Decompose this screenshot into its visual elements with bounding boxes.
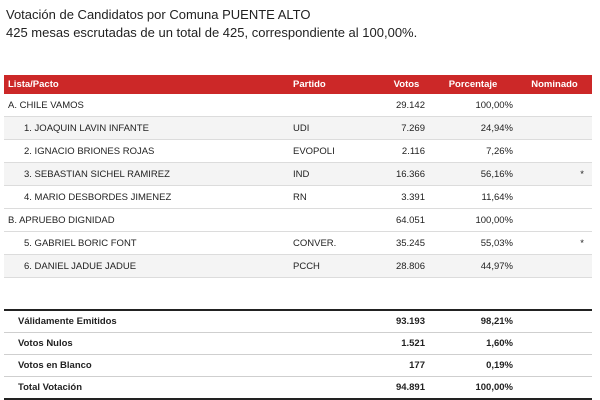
empty-cell <box>517 310 592 333</box>
totals-row <box>4 310 592 333</box>
percentage-cell: 55,03% <box>429 232 517 255</box>
percentage-cell: 100,00% <box>429 94 517 117</box>
percentage-cell: 44,97% <box>429 255 517 278</box>
nominated-cell <box>517 186 592 209</box>
votes-cell: 7.269 <box>384 117 429 140</box>
votes-cell: 16.366 <box>384 163 429 186</box>
totals-table-body <box>4 310 592 399</box>
totals-votes: 177 <box>384 355 429 377</box>
percentage-cell: 100,00% <box>429 209 517 232</box>
candidate-name: 2. IGNACIO BRIONES ROJAS <box>4 140 289 163</box>
candidate-row <box>4 232 592 255</box>
totals-row <box>4 377 592 400</box>
votes-cell: 2.116 <box>384 140 429 163</box>
percentage-cell: 11,64% <box>429 186 517 209</box>
empty-cell <box>289 377 384 400</box>
nominated-cell <box>517 140 592 163</box>
candidate-name: 6. DANIEL JADUE JADUE <box>4 255 289 278</box>
percentage-cell: 24,94% <box>429 117 517 140</box>
results-table <box>4 75 592 278</box>
totals-label: Válidamente Emitidos <box>4 310 289 333</box>
page-header <box>6 6 417 42</box>
pact-row <box>4 209 592 232</box>
party-cell: PCCH <box>289 255 384 278</box>
empty-cell <box>517 377 592 400</box>
empty-cell <box>517 355 592 377</box>
totals-votes: 93.193 <box>384 310 429 333</box>
empty-cell <box>289 310 384 333</box>
column-header-nominado: Nominado <box>531 79 578 90</box>
column-header-votos: Votos <box>393 79 420 90</box>
column-header-lista: Lista/Pacto <box>8 79 59 90</box>
results-table-body <box>4 94 592 278</box>
nominated-cell <box>517 117 592 140</box>
candidate-row <box>4 163 592 186</box>
pact-row <box>4 94 592 117</box>
totals-label: Votos en Blanco <box>4 355 289 377</box>
votes-cell: 29.142 <box>384 94 429 117</box>
candidate-row <box>4 117 592 140</box>
totals-percentage: 0,19% <box>429 355 517 377</box>
totals-percentage: 98,21% <box>429 310 517 333</box>
totals-percentage: 1,60% <box>429 333 517 355</box>
page-subtitle: 425 mesas escrutadas de un total de 425, correspondiente al 100,00%. <box>6 25 418 40</box>
candidate-name: 4. MARIO DESBORDES JIMENEZ <box>4 186 289 209</box>
nominated-cell: * <box>517 163 592 186</box>
results-table-header <box>4 75 592 94</box>
pact-name: A. CHILE VAMOS <box>4 94 289 117</box>
empty-cell <box>289 333 384 355</box>
totals-percentage: 100,00% <box>429 377 517 400</box>
party-cell: IND <box>289 163 384 186</box>
page-title: Votación de Candidatos por Comuna PUENTE ALTO <box>6 7 311 22</box>
votes-cell: 28.806 <box>384 255 429 278</box>
totals-label: Total Votación <box>4 377 289 400</box>
totals-label: Votos Nulos <box>4 333 289 355</box>
header-row <box>4 75 592 94</box>
party-cell <box>289 94 384 117</box>
party-cell: RN <box>289 186 384 209</box>
votes-cell: 35.245 <box>384 232 429 255</box>
percentage-cell: 7,26% <box>429 140 517 163</box>
totals-table <box>4 309 592 400</box>
party-cell: CONVER. <box>289 232 384 255</box>
column-header-porcentaje: Porcentaje <box>448 79 498 90</box>
empty-cell <box>289 355 384 377</box>
party-cell: EVOPOLI <box>289 140 384 163</box>
percentage-cell: 56,16% <box>429 163 517 186</box>
candidate-name: 1. JOAQUIN LAVIN INFANTE <box>4 117 289 140</box>
nominated-cell <box>517 94 592 117</box>
totals-row <box>4 355 592 377</box>
nominated-cell: * <box>517 232 592 255</box>
nominated-cell <box>517 209 592 232</box>
candidate-row <box>4 255 592 278</box>
candidate-name: 3. SEBASTIAN SICHEL RAMIREZ <box>4 163 289 186</box>
nominated-cell <box>517 255 592 278</box>
votes-cell: 64.051 <box>384 209 429 232</box>
totals-votes: 94.891 <box>384 377 429 400</box>
candidate-name: 5. GABRIEL BORIC FONT <box>4 232 289 255</box>
party-cell <box>289 209 384 232</box>
column-header-partido: Partido <box>293 79 326 90</box>
candidate-row <box>4 186 592 209</box>
candidate-row <box>4 140 592 163</box>
totals-row <box>4 333 592 355</box>
empty-cell <box>517 333 592 355</box>
votes-cell: 3.391 <box>384 186 429 209</box>
party-cell: UDI <box>289 117 384 140</box>
totals-votes: 1.521 <box>384 333 429 355</box>
pact-name: B. APRUEBO DIGNIDAD <box>4 209 289 232</box>
